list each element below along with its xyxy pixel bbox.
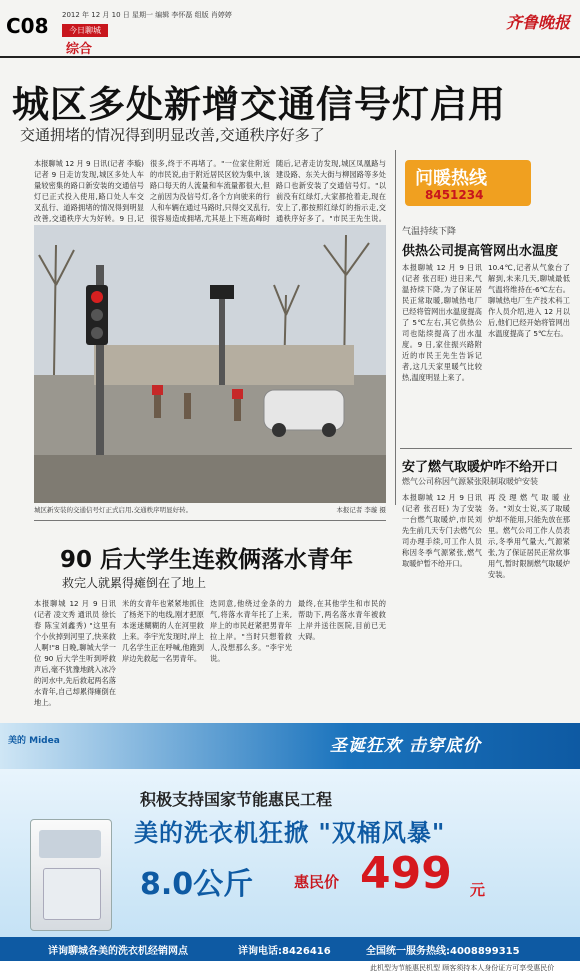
photo-caption-row: [34, 505, 386, 514]
sidebar-rule: [400, 448, 572, 449]
midea-logo: 美的 Midea: [8, 736, 60, 746]
story-divider: [34, 520, 386, 521]
ad-capacity: 8.0公斤: [140, 867, 254, 902]
photo-caption: 城区新安装的交通信号灯正式启用,交通秩序明显好转。: [34, 506, 193, 514]
story2-col1: 本报聊城 12 月 9 日讯(记者 凌文秀 通讯员 徐长春 陈宝刘鑫秀) "这里有个小伙掉到河里了,快来救人啊!"8 日晚,聊城大学一位 90 后大学生听到呼救声后,毫不犹豫地跳入冰冷的河水中,先后救起两名落水青年,自己却累得瘫倒在地上。: [34, 599, 116, 707]
section-title: 综合: [66, 42, 93, 57]
ad-headline: 美的洗衣机狂掀 "双桶风暴": [134, 818, 446, 847]
page-number: C08: [6, 14, 49, 38]
sidebar-story1-col2: 10.4℃,记者从气象台了解到,未来几天,聊城最低气温将维持在-6℃左右。聊城热电厂生产技术科工作人员介绍,进入 12 月以后,他们已经开始将管网出水温度提高了 5℃左右。: [488, 263, 570, 338]
hotline-number: 8451234: [425, 188, 484, 202]
ad-footnote: 此机型为节能惠民机型 顾客须持本人身份证方可享受惠民价: [370, 964, 555, 972]
ad-footer-hotline: 全国统一服务热线:4008899315: [366, 946, 520, 957]
story2-col4: 最终,在其他学生和市民的帮助下,两名落水青年被救上岸并送往医院,目前已无大碍。: [298, 599, 386, 641]
newspaper-brand: 齐鲁晚报: [505, 13, 570, 32]
story2-subhead: 救完人就累得瘫倒在了地上: [62, 576, 207, 590]
photo-illustration: [34, 225, 386, 503]
sidebar-kicker: 气温持续下降: [402, 227, 457, 237]
issue-meta: 2012 年 12 月 10 日 星期一 编辑 李怀磊 组版 肖婷婷: [62, 11, 232, 19]
story2-col3: 迭同意,他绕过金条的力气,将落水青年托了上来,岸上的市民赶紧把男青年拉上岸。"当时只想着救人,没想那么多。"李宇光说。: [210, 599, 292, 663]
washing-machine-image: [30, 819, 112, 931]
sidebar-divider: [395, 150, 396, 505]
ad-banner: 圣诞狂欢 击穿底价: [330, 736, 481, 756]
photo-credit: 本报记者 李璇 摄: [336, 506, 386, 514]
traffic-light-photo: [34, 225, 386, 503]
column-tag: 今日聊城: [62, 24, 108, 37]
hotline-logo: [405, 160, 531, 206]
lead-body-col1: 本报聊城 12 月 9 日讯(记者 李璇) 记者 9 日走访发现,城区多处人车量较密集的路口新安装的交通信号灯已正式投入使用,路口处人车交叉乱行、道路拥堵的情况得到明显改善,交通秩序大为好转。9 日,记: [34, 159, 144, 223]
ad-price: 499: [360, 848, 452, 899]
sidebar-story2-col1: 本报聊城 12 月 9 日讯(记者 张召旺) 为了安装一台燃气取暖炉,市民刘先生前几天专门去燃气公司办理手续,可工作人员称因冬季气源紧张,燃气取暖炉暂不给开口。: [402, 493, 482, 568]
lead-subhead: 交通拥堵的情况得到明显改善,交通秩序好多了: [20, 126, 325, 144]
ad-footer: [0, 937, 580, 961]
ad-price-unit: 元: [470, 881, 486, 899]
ad-price-label: 惠民价: [294, 873, 340, 891]
sidebar-subhead-2: 燃气公司称因气源紧张限制取暖炉安装: [402, 477, 538, 486]
story2-col2: 米的女青年也紧紧地抓住了杨尧下的电线,刚才把原本迷迷糊糊的人在河里救上来。李宇光发现时,岸上几名学生正在呼喊,他跑到岸边先救起一名男青年。: [122, 599, 204, 663]
lead-body-col3: 随后,记者走访发现,城区凤凰路与建设路、东关大街与柳园路等多处路口也新安装了交通信号灯。"以前没有红绿灯,大家都抢着走,现在安上了,都按照红绿灯的指示走,交通秩序好多了。"市民王先生说。: [276, 159, 386, 223]
lead-body-col2: 很多,终于不再堵了。"一位家住附近的市民说,由于附近居民区较为集中,该路口每天的人流量和车流量都很大,但之前因为没信号灯,各个方向驶来的行人和车辆在通过马路时,只得交叉乱行,很容易造成拥堵,尤其是上下班高峰时: [150, 159, 270, 223]
hotline-title: 问暖热线: [415, 168, 487, 189]
page-header: [0, 0, 580, 58]
ad-slogan: 积极支持国家节能惠民工程: [140, 790, 333, 809]
lead-headline: 城区多处新增交通信号灯启用: [12, 83, 506, 126]
sidebar-story2-col2: 再没理燃气取暖业务。"刘女士说,买了取暖炉却不能用,只能先放在那里。燃气公司工作人员表示,冬季用气量大,气源紧张,为了保证居民正常炊事用气,暂时限制燃气取暖炉安装。: [488, 493, 570, 579]
sidebar-headline-2: 安了燃气取暖炉咋不给开口: [402, 460, 559, 475]
sidebar-headline-1: 供热公司提高管网出水温度: [402, 244, 559, 259]
washing-machine-ad: [0, 723, 580, 975]
ad-footer-phone: 详询电话:8426416: [238, 946, 331, 957]
story2-headline: 90 后大学生连救俩落水青年: [60, 547, 354, 573]
sidebar-story1-col1: 本报聊城 12 月 9 日讯(记者 张召旺) 进日来,气温持续下降,为了保证居民正常取暖,聊城热电厂已经将管网出水温度提高了 5℃左右,其它供热公司也陆续提高了出水温度。9 日,家住振兴路附近的市民王先生告诉记者,这几天家里暖气比较热,温度明显上来了。: [402, 263, 482, 382]
ad-footer-dealers: 详询聊城各美的洗衣机经销网点: [48, 946, 188, 957]
ad-top-band: [0, 723, 580, 769]
